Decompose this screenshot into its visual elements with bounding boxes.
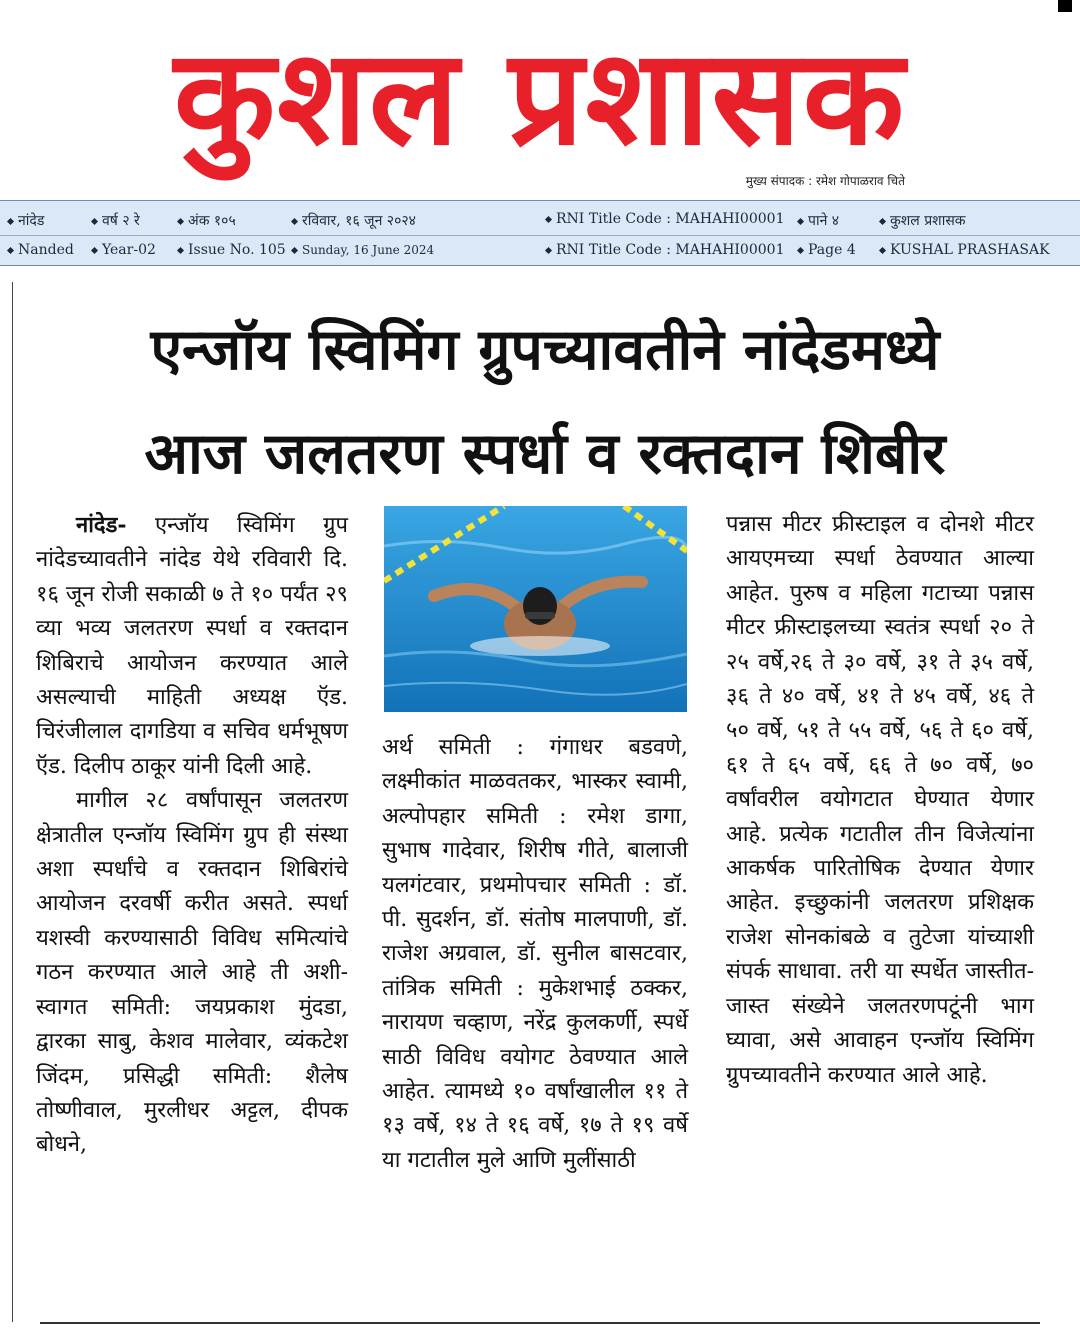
dateline-year-en: Year-02	[92, 242, 156, 258]
dateline-city-en: Nanded	[8, 242, 74, 258]
dateline-marathi	[0, 205, 1080, 236]
headline-line-2: आज जलतरण स्पर्धा व रक्तदान शिबीर	[144, 421, 946, 487]
dateline-paper-en: KUSHAL PRASHASAK	[880, 242, 1050, 258]
dateline-paper: कुशल प्रशासक	[880, 211, 966, 230]
dateline-issue-en: Issue No. 105	[178, 242, 286, 258]
dateline-city: नांदेड	[8, 211, 44, 230]
bottom-rule	[40, 1322, 1040, 1324]
dateline-page: पाने ४	[798, 211, 839, 230]
dateline-year: वर्ष २ रे	[92, 211, 140, 230]
article-column-2	[382, 731, 688, 1178]
article-headline	[40, 298, 1050, 506]
dateline-rni: RNI Title Code : MAHAHI00001	[546, 211, 784, 227]
article-paragraph-2: मागील २८ वर्षांपासून जलतरण क्षेत्रातील एन्जॉय स्विमिंग ग्रुप ही संस्था अशा स्पर्धांचे व रक्तदान शिबिरांचे आयोजन दरवर्षी करीत असते. स्पर्धा यशस्वी करण्यासाठी विविध समित्यांचे गठन करण्यात आले आहे ती अशी- स्वागत समिती: जयप्रकाश मुंदडा, द्वारका साबु, केशव मालेवार, व्यंकटेश जिंदम, प्रसिद्धी समिती: शैलेष तोष्णीवाल, मुरलीधर अट्टल, दीपक बोधने,	[36, 788, 348, 1158]
dateline-date: रविवार, १६ जून २०२४	[292, 211, 416, 230]
dateline-english	[0, 235, 1080, 267]
headline-line-1: एन्जॉय स्विमिंग ग्रुपच्यावतीने नांदेडमध्ये	[150, 317, 940, 383]
article-paragraph-4: पन्नास मीटर फ्रीस्टाइल व दोनशे मीटर आयएमच्या स्पर्धा ठेवण्यात आल्या आहेत. पुरुष व महिला गटाच्या पन्नास मीटर फ्रीस्टाइलच्या स्वतंत्र स्पर्धा २० ते २५ वर्षे,२६ ते ३० वर्षे, ३१ ते ३५ वर्षे, ३६ ते ४० वर्षे, ४१ ते ४५ वर्षे, ४६ ते ५० वर्षे, ५१ ते ५५ वर्षे, ५६ ते ६० वर्षे, ६१ ते ६५ वर्षे, ६६ ते ७० वर्षे, ७० वर्षांवरील वयोगटात घेण्यात येणार आहे. प्रत्येक गटातील तीन विजेत्यांना आकर्षक पारितोषिक देण्यात येणार आहेत. इच्छुकांनी जलतरण प्रशिक्षक राजेश सोनकांबळे व तुटेजा यांच्याशी संपर्क साधावा. तरी या स्पर्धेत जास्तीत-जास्त संख्येने जलतरणपटूंनी भाग घ्यावा, असे आवाहन एन्जॉय स्विमिंग ग्रुपच्यावतीने करण्यात आले आहे.	[726, 512, 1034, 1088]
article-column-3	[726, 508, 1034, 1093]
swimmer-photo-graphic	[384, 506, 687, 712]
masthead	[0, 0, 1080, 200]
newspaper-title: कुशल प्रशासक	[173, 21, 907, 175]
article-paragraph-1: नांदेड- एन्जॉय स्विमिंग ग्रुप नांदेडच्यावतीने नांदेड येथे रविवारी दि. १६ जून रोजी सकाळी ७ ते १० पर्यंत २९ व्या भव्य जलतरण स्पर्धा व रक्तदान शिबिराचे आयोजन करण्यात आले असल्याची माहिती अध्यक्ष ऍड. चिरंजीलाल दागडिया व सचिव धर्मभूषण ऍड. दिलीप ठाकूर यांनी दिली आहे.	[36, 512, 348, 779]
chief-editor-line: मुख्य संपादक : रमेश गोपाळराव चिते	[745, 174, 905, 188]
swimmer-photo	[384, 506, 687, 712]
corner-mark	[1058, 0, 1072, 12]
left-column-rule	[12, 282, 13, 1322]
dateline-page-en: Page 4	[798, 242, 856, 258]
dateline-bar	[0, 200, 1080, 266]
article-dateline: नांदेड-	[76, 512, 127, 538]
article-column-1	[36, 508, 348, 1163]
article-paragraph-3: अर्थ समिती : गंगाधर बडवणे, लक्ष्मीकांत माळवतकर, भास्कर स्वामी, अल्पोपहार समिती : रमेश डागा, सुभाष गादेवार, शिरीष गीते, बालाजी यलगंटवार, प्रथमोपचार समिती : डॉ. पी. सुदर्शन, डॉ. संतोष मालपाणी, डॉ. राजेश अग्रवाल, डॉ. सुनील बासटवार, तांत्रिक समिती : मुकेशभाई ठक्कर, नारायण चव्हाण, नरेंद्र कुलकर्णी, स्पर्धे साठी विविध वयोगट ठेवण्यात आले आहेत. त्यामध्ये १० वर्षांखालील ११ ते १३ वर्षे, १४ ते १६ वर्षे, १७ ते १९ वर्षे या गटातील मुले आणि मुलींसाठी	[382, 735, 688, 1173]
dateline-rni-en: RNI Title Code : MAHAHI00001	[546, 242, 784, 258]
dateline-date-en: Sunday, 16 June 2024	[292, 243, 434, 257]
dateline-issue: अंक १०५	[178, 211, 236, 230]
